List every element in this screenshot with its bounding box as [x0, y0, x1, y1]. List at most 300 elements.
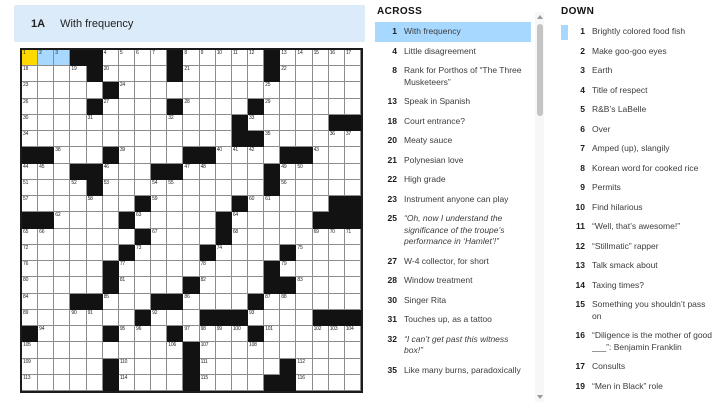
grid-cell[interactable]	[232, 212, 248, 228]
grid-cell[interactable]	[264, 294, 280, 310]
grid-cell[interactable]	[329, 99, 345, 115]
grid-cell[interactable]	[70, 66, 86, 82]
grid-cell[interactable]	[296, 82, 312, 98]
grid-cell[interactable]	[135, 375, 151, 391]
grid-cell[interactable]	[135, 164, 151, 180]
grid-cell[interactable]	[280, 261, 296, 277]
grid-cell[interactable]	[200, 82, 216, 98]
grid-cell[interactable]	[54, 164, 70, 180]
grid-cell[interactable]	[232, 359, 248, 375]
grid-cell[interactable]	[103, 131, 119, 147]
grid-cell[interactable]	[54, 294, 70, 310]
grid-cell[interactable]	[313, 66, 329, 82]
grid-cell[interactable]	[151, 180, 167, 196]
grid-cell[interactable]	[151, 212, 167, 228]
grid-cell[interactable]	[151, 50, 167, 66]
grid-cell[interactable]	[183, 99, 199, 115]
grid-cell[interactable]	[216, 277, 232, 293]
grid-cell[interactable]	[248, 261, 264, 277]
grid-cell[interactable]	[345, 375, 361, 391]
grid-cell[interactable]	[22, 229, 38, 245]
grid-cell[interactable]	[87, 245, 103, 261]
grid-cell[interactable]	[345, 99, 361, 115]
grid-cell[interactable]	[167, 82, 183, 98]
across-clue-22[interactable]	[375, 170, 531, 190]
grid-cell[interactable]	[200, 375, 216, 391]
grid-cell[interactable]	[232, 375, 248, 391]
grid-cell[interactable]	[345, 82, 361, 98]
grid-cell[interactable]	[264, 310, 280, 326]
grid-cell[interactable]	[329, 229, 345, 245]
grid-cell[interactable]	[54, 375, 70, 391]
across-clue-13[interactable]	[375, 92, 531, 112]
grid-cell[interactable]	[22, 180, 38, 196]
across-scrollbar[interactable]	[535, 12, 544, 402]
grid-cell[interactable]	[54, 212, 70, 228]
grid-cell[interactable]	[22, 310, 38, 326]
grid-cell[interactable]	[280, 326, 296, 342]
grid-cell[interactable]	[345, 147, 361, 163]
grid-cell[interactable]	[183, 229, 199, 245]
grid-cell[interactable]	[345, 261, 361, 277]
grid-cell[interactable]	[22, 50, 38, 66]
grid-cell[interactable]	[22, 277, 38, 293]
down-clue-14[interactable]	[559, 276, 717, 296]
grid-cell[interactable]	[167, 277, 183, 293]
across-clue-28[interactable]	[375, 271, 531, 291]
grid-cell[interactable]	[232, 261, 248, 277]
grid-cell[interactable]	[167, 310, 183, 326]
grid-cell[interactable]	[200, 180, 216, 196]
grid-cell[interactable]	[264, 359, 280, 375]
grid-cell[interactable]	[135, 359, 151, 375]
grid-cell[interactable]	[296, 115, 312, 131]
grid-cell[interactable]	[216, 66, 232, 82]
grid-cell[interactable]	[313, 147, 329, 163]
grid-cell[interactable]	[329, 164, 345, 180]
grid-cell[interactable]	[345, 229, 361, 245]
grid-cell[interactable]	[200, 196, 216, 212]
scroll-down-icon[interactable]	[537, 395, 543, 399]
current-clue-bar[interactable]	[14, 5, 365, 42]
grid-cell[interactable]	[70, 277, 86, 293]
grid-cell[interactable]	[151, 147, 167, 163]
grid-cell[interactable]	[264, 196, 280, 212]
grid-cell[interactable]	[345, 277, 361, 293]
grid-cell[interactable]	[54, 245, 70, 261]
grid-cell[interactable]	[119, 50, 135, 66]
grid-cell[interactable]	[313, 261, 329, 277]
grid-cell[interactable]	[329, 375, 345, 391]
grid-cell[interactable]	[216, 359, 232, 375]
grid-cell[interactable]	[264, 147, 280, 163]
across-clue-8[interactable]	[375, 61, 531, 92]
grid-cell[interactable]	[232, 50, 248, 66]
grid-cell[interactable]	[216, 115, 232, 131]
grid-cell[interactable]	[313, 277, 329, 293]
grid-cell[interactable]	[200, 342, 216, 358]
grid-cell[interactable]	[313, 294, 329, 310]
grid-cell[interactable]	[216, 261, 232, 277]
grid-cell[interactable]	[22, 82, 38, 98]
grid-cell[interactable]	[345, 294, 361, 310]
grid-cell[interactable]	[103, 99, 119, 115]
grid-cell[interactable]	[54, 115, 70, 131]
grid-cell[interactable]	[329, 50, 345, 66]
across-clue-25[interactable]	[375, 209, 531, 252]
grid-cell[interactable]	[70, 212, 86, 228]
grid-cell[interactable]	[296, 131, 312, 147]
grid-cell[interactable]	[70, 245, 86, 261]
grid-cell[interactable]	[54, 277, 70, 293]
down-clue-10[interactable]	[559, 198, 717, 218]
grid-cell[interactable]	[87, 196, 103, 212]
scrollbar-thumb[interactable]	[537, 24, 543, 116]
grid-cell[interactable]	[296, 50, 312, 66]
grid-cell[interactable]	[119, 229, 135, 245]
grid-cell[interactable]	[313, 375, 329, 391]
down-clue-16[interactable]	[559, 326, 717, 357]
grid-cell[interactable]	[135, 342, 151, 358]
grid-cell[interactable]	[87, 115, 103, 131]
grid-cell[interactable]	[135, 261, 151, 277]
grid-cell[interactable]	[22, 131, 38, 147]
grid-cell[interactable]	[38, 342, 54, 358]
grid-cell[interactable]	[135, 50, 151, 66]
grid-cell[interactable]	[232, 66, 248, 82]
grid-cell[interactable]	[296, 326, 312, 342]
grid-cell[interactable]	[119, 375, 135, 391]
grid-cell[interactable]	[296, 261, 312, 277]
grid-cell[interactable]	[183, 212, 199, 228]
grid-cell[interactable]	[22, 115, 38, 131]
grid-cell[interactable]	[103, 115, 119, 131]
grid-cell[interactable]	[119, 196, 135, 212]
grid-cell[interactable]	[54, 50, 70, 66]
grid-cell[interactable]	[216, 326, 232, 342]
grid-cell[interactable]	[200, 294, 216, 310]
grid-cell[interactable]	[248, 342, 264, 358]
grid-cell[interactable]	[54, 147, 70, 163]
grid-cell[interactable]	[248, 164, 264, 180]
grid-cell[interactable]	[135, 131, 151, 147]
grid-cell[interactable]	[22, 66, 38, 82]
grid-cell[interactable]	[167, 375, 183, 391]
grid-cell[interactable]	[151, 66, 167, 82]
grid-cell[interactable]	[38, 261, 54, 277]
grid-cell[interactable]	[22, 342, 38, 358]
grid-cell[interactable]	[329, 277, 345, 293]
grid-cell[interactable]	[167, 359, 183, 375]
grid-cell[interactable]	[313, 359, 329, 375]
grid-cell[interactable]	[167, 229, 183, 245]
grid-cell[interactable]	[280, 212, 296, 228]
grid-cell[interactable]	[216, 180, 232, 196]
grid-cell[interactable]	[296, 180, 312, 196]
grid-cell[interactable]	[280, 50, 296, 66]
across-clue-21[interactable]	[375, 151, 531, 171]
grid-cell[interactable]	[216, 196, 232, 212]
crossword-grid[interactable]	[20, 48, 363, 393]
grid-cell[interactable]	[151, 99, 167, 115]
grid-cell[interactable]	[200, 326, 216, 342]
grid-cell[interactable]	[167, 196, 183, 212]
grid-cell[interactable]	[54, 326, 70, 342]
grid-cell[interactable]	[119, 99, 135, 115]
grid-cell[interactable]	[200, 277, 216, 293]
grid-cell[interactable]	[200, 212, 216, 228]
grid-cell[interactable]	[264, 245, 280, 261]
grid-cell[interactable]	[103, 342, 119, 358]
grid-cell[interactable]	[70, 196, 86, 212]
grid-cell[interactable]	[135, 212, 151, 228]
grid-cell[interactable]	[135, 66, 151, 82]
down-clue-19[interactable]	[559, 377, 717, 397]
grid-cell[interactable]	[22, 359, 38, 375]
grid-cell[interactable]	[103, 66, 119, 82]
grid-cell[interactable]	[119, 115, 135, 131]
grid-cell[interactable]	[119, 180, 135, 196]
grid-cell[interactable]	[280, 99, 296, 115]
grid-cell[interactable]	[296, 229, 312, 245]
grid-cell[interactable]	[135, 245, 151, 261]
grid-cell[interactable]	[38, 115, 54, 131]
grid-cell[interactable]	[167, 180, 183, 196]
grid-cell[interactable]	[280, 164, 296, 180]
down-clue-7[interactable]	[559, 139, 717, 159]
grid-cell[interactable]	[216, 50, 232, 66]
grid-cell[interactable]	[264, 326, 280, 342]
grid-cell[interactable]	[151, 359, 167, 375]
grid-cell[interactable]	[167, 131, 183, 147]
grid-cell[interactable]	[22, 375, 38, 391]
grid-cell[interactable]	[70, 147, 86, 163]
grid-cell[interactable]	[151, 375, 167, 391]
grid-cell[interactable]	[248, 310, 264, 326]
grid-cell[interactable]	[183, 50, 199, 66]
grid-cell[interactable]	[38, 131, 54, 147]
grid-cell[interactable]	[313, 164, 329, 180]
across-clue-20[interactable]	[375, 131, 531, 151]
grid-cell[interactable]	[135, 147, 151, 163]
grid-cell[interactable]	[232, 99, 248, 115]
grid-cell[interactable]	[70, 131, 86, 147]
grid-cell[interactable]	[38, 50, 54, 66]
grid-cell[interactable]	[54, 196, 70, 212]
grid-cell[interactable]	[103, 164, 119, 180]
grid-cell[interactable]	[119, 131, 135, 147]
grid-cell[interactable]	[329, 66, 345, 82]
grid-cell[interactable]	[167, 147, 183, 163]
grid-cell[interactable]	[135, 180, 151, 196]
grid-cell[interactable]	[280, 131, 296, 147]
grid-cell[interactable]	[329, 180, 345, 196]
grid-cell[interactable]	[232, 164, 248, 180]
grid-cell[interactable]	[216, 342, 232, 358]
grid-cell[interactable]	[87, 342, 103, 358]
grid-cell[interactable]	[345, 164, 361, 180]
grid-cell[interactable]	[296, 196, 312, 212]
grid-cell[interactable]	[70, 261, 86, 277]
grid-cell[interactable]	[232, 277, 248, 293]
grid-cell[interactable]	[167, 245, 183, 261]
grid-cell[interactable]	[264, 99, 280, 115]
grid-cell[interactable]	[167, 212, 183, 228]
grid-cell[interactable]	[248, 375, 264, 391]
grid-cell[interactable]	[87, 277, 103, 293]
grid-cell[interactable]	[151, 277, 167, 293]
across-clue-18[interactable]	[375, 112, 531, 132]
grid-cell[interactable]	[232, 326, 248, 342]
grid-cell[interactable]	[151, 261, 167, 277]
across-clue-4[interactable]	[375, 42, 531, 62]
grid-cell[interactable]	[248, 245, 264, 261]
grid-cell[interactable]	[216, 82, 232, 98]
grid-cell[interactable]	[151, 245, 167, 261]
grid-cell[interactable]	[54, 310, 70, 326]
grid-cell[interactable]	[135, 99, 151, 115]
grid-cell[interactable]	[103, 50, 119, 66]
grid-cell[interactable]	[216, 245, 232, 261]
grid-cell[interactable]	[70, 375, 86, 391]
grid-cell[interactable]	[248, 115, 264, 131]
grid-cell[interactable]	[151, 196, 167, 212]
grid-cell[interactable]	[54, 359, 70, 375]
grid-cell[interactable]	[22, 245, 38, 261]
grid-cell[interactable]	[119, 326, 135, 342]
grid-cell[interactable]	[119, 277, 135, 293]
grid-cell[interactable]	[313, 115, 329, 131]
grid-cell[interactable]	[313, 180, 329, 196]
down-clue-17[interactable]	[559, 357, 717, 377]
grid-cell[interactable]	[313, 196, 329, 212]
grid-cell[interactable]	[313, 99, 329, 115]
grid-cell[interactable]	[103, 310, 119, 326]
grid-cell[interactable]	[264, 82, 280, 98]
grid-cell[interactable]	[87, 212, 103, 228]
grid-cell[interactable]	[248, 277, 264, 293]
down-clue-9[interactable]	[559, 178, 717, 198]
grid-cell[interactable]	[345, 180, 361, 196]
grid-cell[interactable]	[87, 326, 103, 342]
grid-cell[interactable]	[119, 294, 135, 310]
grid-cell[interactable]	[345, 342, 361, 358]
down-clue-4[interactable]	[559, 81, 717, 101]
grid-cell[interactable]	[70, 115, 86, 131]
grid-cell[interactable]	[296, 294, 312, 310]
grid-cell[interactable]	[70, 326, 86, 342]
grid-cell[interactable]	[296, 164, 312, 180]
grid-cell[interactable]	[119, 261, 135, 277]
grid-cell[interactable]	[87, 261, 103, 277]
down-clue-13[interactable]	[559, 256, 717, 276]
grid-cell[interactable]	[87, 147, 103, 163]
grid-cell[interactable]	[296, 310, 312, 326]
grid-cell[interactable]	[183, 82, 199, 98]
grid-cell[interactable]	[200, 50, 216, 66]
grid-cell[interactable]	[103, 212, 119, 228]
grid-cell[interactable]	[232, 342, 248, 358]
grid-cell[interactable]	[296, 342, 312, 358]
grid-cell[interactable]	[280, 180, 296, 196]
grid-cell[interactable]	[296, 66, 312, 82]
grid-cell[interactable]	[119, 359, 135, 375]
grid-cell[interactable]	[216, 294, 232, 310]
grid-cell[interactable]	[135, 326, 151, 342]
grid-cell[interactable]	[70, 180, 86, 196]
grid-cell[interactable]	[216, 147, 232, 163]
grid-cell[interactable]	[38, 310, 54, 326]
grid-cell[interactable]	[329, 131, 345, 147]
grid-cell[interactable]	[232, 180, 248, 196]
grid-cell[interactable]	[87, 229, 103, 245]
grid-cell[interactable]	[313, 342, 329, 358]
grid-cell[interactable]	[183, 310, 199, 326]
grid-cell[interactable]	[54, 99, 70, 115]
grid-cell[interactable]	[200, 261, 216, 277]
grid-cell[interactable]	[200, 131, 216, 147]
grid-cell[interactable]	[54, 66, 70, 82]
grid-cell[interactable]	[167, 115, 183, 131]
grid-cell[interactable]	[200, 66, 216, 82]
across-clue-31[interactable]	[375, 310, 531, 330]
grid-cell[interactable]	[296, 359, 312, 375]
grid-cell[interactable]	[151, 229, 167, 245]
grid-cell[interactable]	[232, 245, 248, 261]
grid-cell[interactable]	[70, 310, 86, 326]
grid-cell[interactable]	[183, 115, 199, 131]
grid-cell[interactable]	[200, 99, 216, 115]
grid-cell[interactable]	[38, 359, 54, 375]
grid-cell[interactable]	[183, 196, 199, 212]
grid-cell[interactable]	[329, 359, 345, 375]
grid-cell[interactable]	[264, 131, 280, 147]
grid-cell[interactable]	[313, 245, 329, 261]
grid-cell[interactable]	[280, 310, 296, 326]
grid-cell[interactable]	[22, 294, 38, 310]
grid-cell[interactable]	[38, 277, 54, 293]
grid-cell[interactable]	[119, 147, 135, 163]
grid-cell[interactable]	[313, 50, 329, 66]
grid-cell[interactable]	[38, 99, 54, 115]
grid-cell[interactable]	[70, 342, 86, 358]
grid-cell[interactable]	[329, 342, 345, 358]
grid-cell[interactable]	[87, 375, 103, 391]
grid-cell[interactable]	[248, 66, 264, 82]
grid-cell[interactable]	[216, 99, 232, 115]
grid-cell[interactable]	[151, 342, 167, 358]
grid-cell[interactable]	[151, 131, 167, 147]
grid-cell[interactable]	[70, 229, 86, 245]
grid-cell[interactable]	[183, 164, 199, 180]
grid-cell[interactable]	[280, 66, 296, 82]
grid-cell[interactable]	[313, 326, 329, 342]
grid-cell[interactable]	[183, 326, 199, 342]
grid-cell[interactable]	[103, 294, 119, 310]
grid-cell[interactable]	[54, 261, 70, 277]
grid-cell[interactable]	[248, 196, 264, 212]
grid-cell[interactable]	[232, 82, 248, 98]
grid-cell[interactable]	[329, 147, 345, 163]
grid-cell[interactable]	[264, 212, 280, 228]
across-clue-27[interactable]	[375, 252, 531, 272]
grid-cell[interactable]	[70, 99, 86, 115]
down-clue-11[interactable]	[559, 217, 717, 237]
grid-cell[interactable]	[54, 82, 70, 98]
grid-cell[interactable]	[313, 229, 329, 245]
down-clue-6[interactable]	[559, 120, 717, 140]
grid-cell[interactable]	[216, 131, 232, 147]
